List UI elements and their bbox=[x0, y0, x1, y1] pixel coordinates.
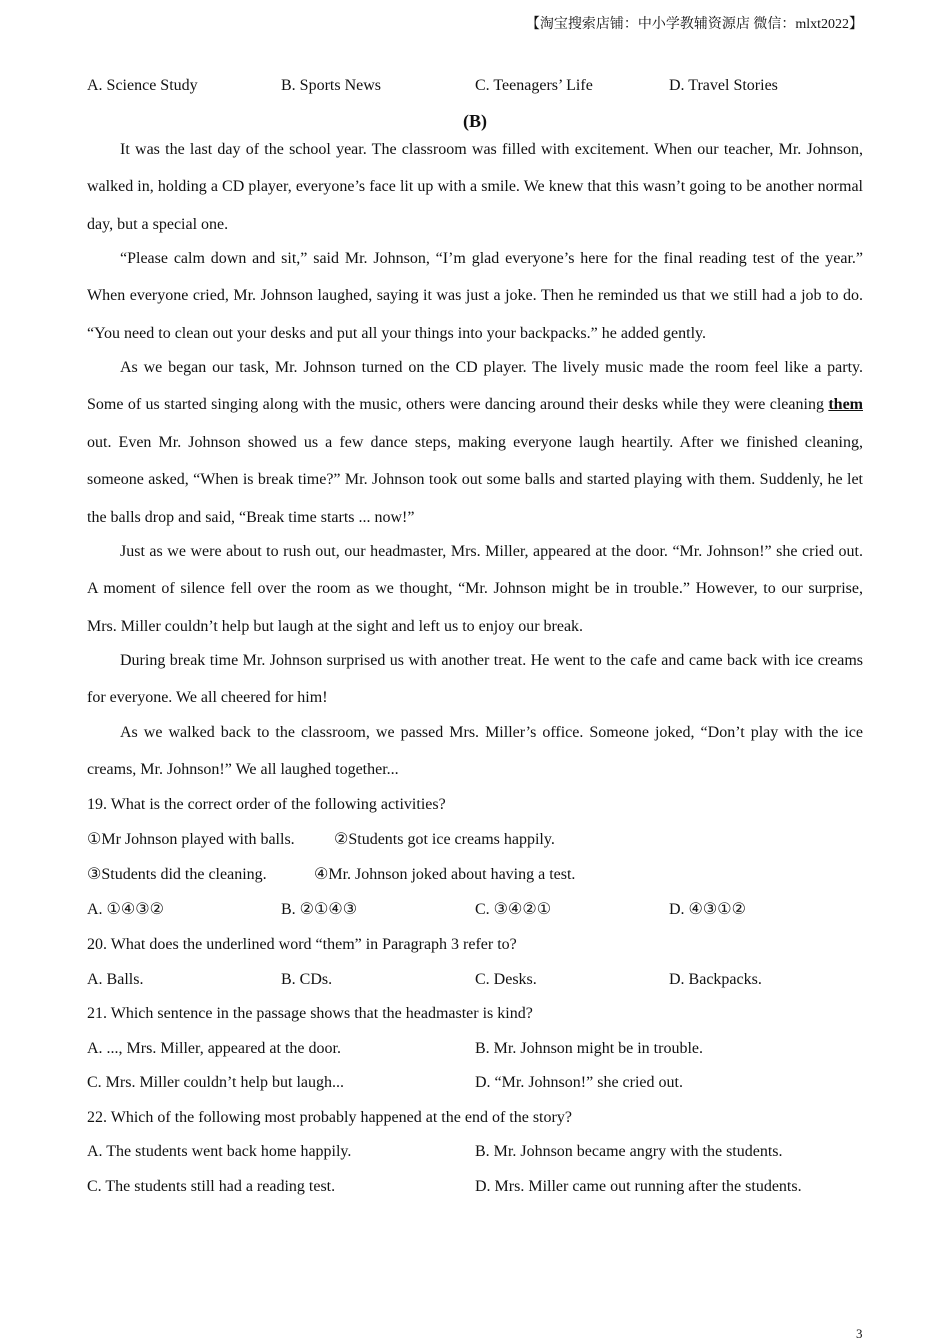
option-b: B. Sports News bbox=[281, 77, 382, 94]
q20-option-b: B. CDs. bbox=[281, 971, 333, 988]
option-a: A. Science Study bbox=[87, 77, 198, 94]
paragraph-2: “Please calm down and sit,” said Mr. Johnson, “I’m glad everyone’s here for the final reading test of the year.” When everyone cried, Mr. Johnson laughed, saying it was just a joke. Then he reminded us that we still had a job to do. “You need to clean out your desks and put all your things into your backpacks.” he added gently. bbox=[87, 250, 863, 342]
paragraph-4: Just as we were about to rush out, our headmaster, Mrs. Miller, appeared at the door. “Mr. Johnson!” she cried out. A moment of silence fell over the room as we thought, “Mr. Johnson might be in trouble.” However, to our surprise, Mrs. Miller couldn’t help but laugh at the sight and left us to enjoy our break. bbox=[87, 543, 863, 635]
q21-stem: 21. Which sentence in the passage shows that the headmaster is kind? bbox=[87, 1005, 533, 1022]
q22-option-c: C. The students still had a reading test. bbox=[87, 1178, 336, 1195]
section-title: (B) bbox=[463, 111, 487, 131]
paragraph-1: It was the last day of the school year. The classroom was filled with excitement. When our teacher, Mr. Johnson, walked in, holding a CD player, everyone’s face lit up with a smile. We knew that this wasn’t going to be another normal day, but a special one. bbox=[87, 141, 863, 233]
q19-stem: 19. What is the correct order of the following activities? bbox=[87, 796, 446, 813]
q19-option-b: B. ②①④③ bbox=[281, 901, 358, 918]
q22-option-b: B. Mr. Johnson became angry with the students. bbox=[475, 1143, 783, 1160]
q19-option-c: C. ③④②① bbox=[475, 901, 552, 918]
paragraph-5: During break time Mr. Johnson surprised us with another treat. He went to the cafe and came back with ice creams for everyone. We all cheered for him! bbox=[87, 652, 863, 707]
q21-option-c: C. Mrs. Miller couldn’t help but laugh... bbox=[87, 1074, 345, 1091]
q19-event-1: ①Mr Johnson played with balls. bbox=[87, 831, 295, 848]
q19-event-3: ③Students did the cleaning. bbox=[87, 866, 267, 883]
q22-stem: 22. Which of the following most probably happened at the end of the story? bbox=[87, 1109, 572, 1126]
q19-option-a: A. ①④③② bbox=[87, 901, 164, 918]
q22-options-row-2 bbox=[87, 1177, 867, 1197]
q20-stem: 20. What does the underlined word “them” in Paragraph 3 refer to? bbox=[87, 936, 517, 953]
q19-option-d: D. ④③①② bbox=[669, 901, 746, 918]
q22-option-d: D. Mrs. Miller came out running after the students. bbox=[475, 1178, 802, 1195]
q21-option-b: B. Mr. Johnson might be in trouble. bbox=[475, 1040, 703, 1057]
q20-option-d: D. Backpacks. bbox=[669, 971, 762, 988]
store-watermark: 【淘宝搜索店铺：中小学教辅资源店 微信：mlxt2022】 bbox=[525, 17, 863, 32]
q22-options-row-1 bbox=[87, 1142, 867, 1162]
q19-options bbox=[87, 900, 867, 920]
option-c: C. Teenagers’ Life bbox=[475, 77, 593, 94]
option-d: D. Travel Stories bbox=[669, 77, 778, 94]
q21-option-d: D. “Mr. Johnson!” she cried out. bbox=[475, 1074, 683, 1091]
paragraph-3-end: out. Even Mr. Johnson showed us a few dance steps, making everyone laugh heartily. After we finished cleaning, someone asked, “When is break time?” Mr. Johnson took out some balls and started playing with them. Suddenly, he let the balls drop and said, “Break time starts ... now!” bbox=[87, 433, 863, 526]
page-number: 3 bbox=[856, 1326, 863, 1341]
q21-options-row-1 bbox=[87, 1039, 867, 1059]
prev-question-options bbox=[87, 76, 867, 96]
underlined-word: them bbox=[828, 396, 863, 414]
q21-options-row-2 bbox=[87, 1073, 867, 1093]
q20-option-c: C. Desks. bbox=[475, 971, 537, 988]
q19-event-2: ②Students got ice creams happily. bbox=[334, 831, 555, 848]
q22-option-a: A. The students went back home happily. bbox=[87, 1143, 352, 1160]
q21-option-a: A. ..., Mrs. Miller, appeared at the door. bbox=[87, 1040, 341, 1057]
paragraph-3-start: As we began our task, Mr. Johnson turned on the CD player. The lively music made the room feel like a party. Some of us started singing along with the music, others were dancing around their desks while they were cleaning bbox=[87, 359, 863, 414]
q19-event-4: ④Mr. Johnson joked about having a test. bbox=[314, 866, 576, 883]
paragraph-3 bbox=[87, 349, 863, 536]
q20-option-a: A. Balls. bbox=[87, 971, 144, 988]
paragraph-6: As we walked back to the classroom, we passed Mrs. Miller’s office. Someone joked, “Don’t play with the ice creams, Mr. Johnson!” We all laughed together... bbox=[87, 724, 863, 779]
q20-options bbox=[87, 970, 867, 990]
